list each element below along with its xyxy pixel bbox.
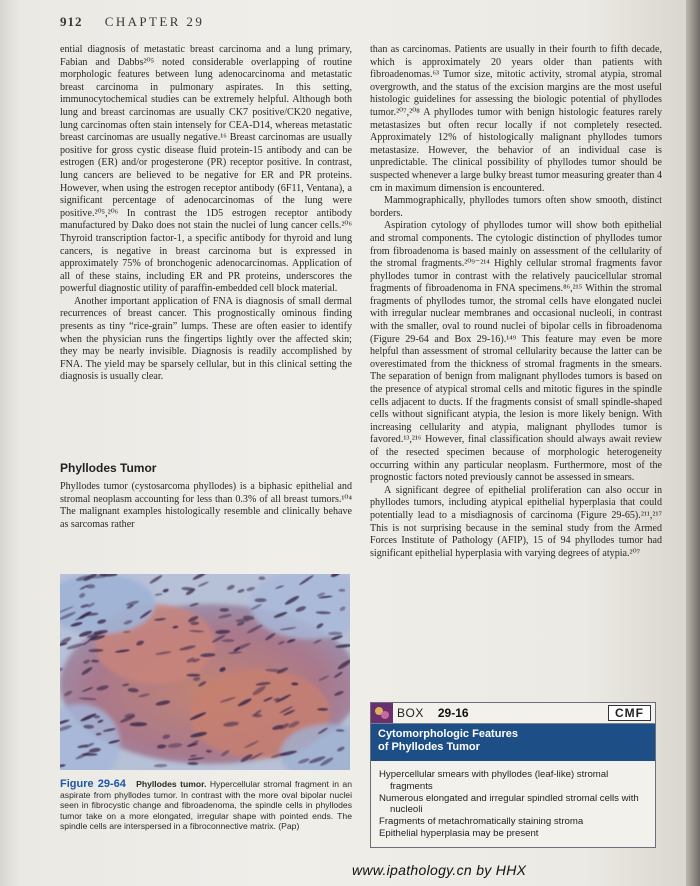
box-tag: CMF xyxy=(608,705,651,721)
page-number: 912 xyxy=(60,14,83,29)
figure-title: Phyllodes tumor. xyxy=(136,779,207,789)
running-header xyxy=(60,14,204,30)
list-item: Numerous elongated and irregular spindled stromal cells with nucleoli xyxy=(379,792,639,816)
cell-nucleus xyxy=(82,753,98,756)
page-edge xyxy=(686,0,700,886)
paragraph: Another important application of FNA is diagnosis of small dermal recurrences of breast cancer. This prognostically ominous finding presents as tiny “rice-grain” lumps. These are often easier to identify when the physician runs the fingertips lightly over the affected skin; they may be nearly invisible. Diagnosis is readily accomplished by FNA. The yield may be sparsely cellular, but in this clinical setting the diagnosis is usually clear. xyxy=(60,295,352,383)
cell-nucleus xyxy=(328,632,342,636)
section-body xyxy=(60,481,352,531)
feature-box xyxy=(370,702,656,848)
cell-nucleus xyxy=(187,762,198,765)
paragraph: than as carcinomas. Patients are usually in their fourth to fifth decade, which is approximately 20 years older than patients with fibroadenomas.⁶³ Tumor size, mitotic activity, stromal atypia, stromal overgrowth, and the status of the excision margins are the most useful histologic guidelines for assessing the biologic potential of phyllodes tumor.²⁰⁷,²⁰⁸ A phyllodes tumor with benign histologic features rarely metastasizes but often recur locally if not completely resected. Approximately 12% of histologically malignant phyllodes tumors metastasize. However, the behavior of an individual case is unpredictable. The clinical possibility of phyllodes tumor should be suspected whenever a large bulky breast tumor measuring greater than 4 cm in maximum dimension is encountered. xyxy=(370,44,662,194)
box-label: BOX xyxy=(397,706,424,720)
cell-nucleus xyxy=(259,576,266,580)
paragraph: A significant degree of epithelial proliferation can also occur in phyllodes tumors, including atypical epithelial hyperplasia that could potentially lead to a misdiagnosis of carcinoma (Figure 29-65).²¹¹,²¹⁷ This is not surprising because in the seminal study from the Armed Forces Institute of Pathology (AFIP), 15 of 94 phyllodes tumor had significant epithelial hyperplasia with varying degrees of atypia.²⁰⁷ xyxy=(370,484,662,559)
left-column xyxy=(60,44,352,384)
list-item: Hypercellular smears with phyllodes (leaf-like) stromal fragments xyxy=(379,769,609,792)
box-title xyxy=(371,724,655,761)
section-heading: Phyllodes Tumor xyxy=(60,461,157,475)
cell-nucleus xyxy=(317,708,328,711)
figure-caption-text: Hypercellular stromal fragment in an aspirate from phyllodes tumor. In contrast with the more oval bipolar nuclei seen in fibrocystic change and fibroadenoma, the spindle cells in phyllodes tumor take on a more elongated, irregular shape with pointed ends. The spindle cells are interspersed in a fibroconnective matrix. (Pap) xyxy=(60,779,352,832)
box-header xyxy=(371,703,655,724)
list-item: Fragments of metachromatically staining stroma xyxy=(379,816,584,828)
paragraph: Phyllodes tumor (cystosarcoma phyllodes) is a biphasic epithelial and stromal neoplasm accounting for less than 0.3% of all breast tumors.¹⁰⁴ The malignant examples histologically resemble and clinically behave as sarcomas rather xyxy=(60,481,352,530)
micrograph-figure xyxy=(60,574,350,770)
list-item: Epithelial hyperplasia may be present xyxy=(379,827,539,839)
paragraph: Mammographically, phyllodes tumors often show smooth, distinct borders. xyxy=(370,195,662,219)
paragraph: Aspiration cytology of phyllodes tumor will show both epithelial and stromal components. The cytologic distinction of phyllodes tumor from fibroadenoma is based mainly on assessment of the cellularity of the stromal fragments.²⁰⁹⁻²¹⁴ Highly cellular stromal fragments favor phyllodes tumor in contrast with the relatively paucicellular stromal fragments of fibroadenoma in FNA specimens.⁸⁶,²¹⁵ Within the stromal fragments of phyllodes tumor, the stromal cells have elongated nuclei with irregular nuclear membranes and occasional nucleoli, in contrast with the smaller, oval to round nuclei of bipolar cells in fibroadenoma (Figure 29-64 and Box 29-16).¹⁴⁹ This feature may even be more helpful than assessment of stromal cellularity because the latter can be overestimated from the thickness of stromal fragments in the smears. The separation of benign from malignant phyllodes tumors is based on the presence of atypical stromal cells and mitotic figures in the spindle cells adjacent to ducts. If the fragments consist of small spindle-shaped cells without significant atypia, the lesion is more likely benign. With increasing cellularity and atypia, malignant phyllodes tumor is favored.¹³,²¹⁶ However, final classification should always await review of the resected specimen because of morphologic heterogeneity occurring within any particular neoplasm. Furthermore, most of the prognostic factors noted previously cannot be assessed in smears. xyxy=(370,220,662,484)
watermark: www.ipathology.cn by HHX xyxy=(352,862,527,878)
box-number: 29-16 xyxy=(437,706,469,720)
box-title-line: of Phyllodes Tumor xyxy=(378,741,480,753)
figure-number: Figure 29-64 xyxy=(60,778,126,790)
right-column xyxy=(370,44,662,560)
box-badge-icon xyxy=(371,703,393,723)
paragraph: ential diagnosis of metastatic breast carcinoma and a lung primary, Fabian and Dabbs²⁰⁵ noted considerable overlapping of routine morphologic features between lung adenocarcinoma and metastatic breast carcinoma in pulmonary aspirates. In this setting, immunocytochemical studies can be extremely helpful. Although both lung and breast carcinomas are usually CK7 positive/CK20 negative, lung carcinomas often stain intensely for CEA-D14, whereas metastatic breast carcinomas are usually negative.¹⁶ Breast carcinomas are usually positive for gross cystic disease fluid protein-15 antibody and can be estrogen (ER) and/or progesterone (PR) receptor positive. In contrast, lung cancers are believed to be negative for ER and PR proteins. However, when using the estrogen receptor antibody (6F11, Ventana), a significant percentage of adenocarcinomas of the lung were positive.²⁰⁵,²⁰⁶ In contrast the 1D5 estrogen receptor antibody manufactured by Dako does not stain the nuclei of lung cancer cells.²⁰⁶ Thyroid transcription factor-1, a specific antibody for thyroid and lung cancers, is negative in breast carcinoma but is expressed in approximately 75% of bronchogenic adenocarcinomas. Application of all of these stains, including ER and PR proteins, underscores the powerful diagnostic utility of paraffin-embedded cell block material. xyxy=(60,44,352,295)
box-title-line: Cytomorphologic Features xyxy=(378,728,518,740)
figure-caption xyxy=(60,779,352,832)
chapter-title: CHAPTER 29 xyxy=(104,14,205,29)
box-list xyxy=(371,761,655,840)
micrograph-image xyxy=(60,574,350,770)
